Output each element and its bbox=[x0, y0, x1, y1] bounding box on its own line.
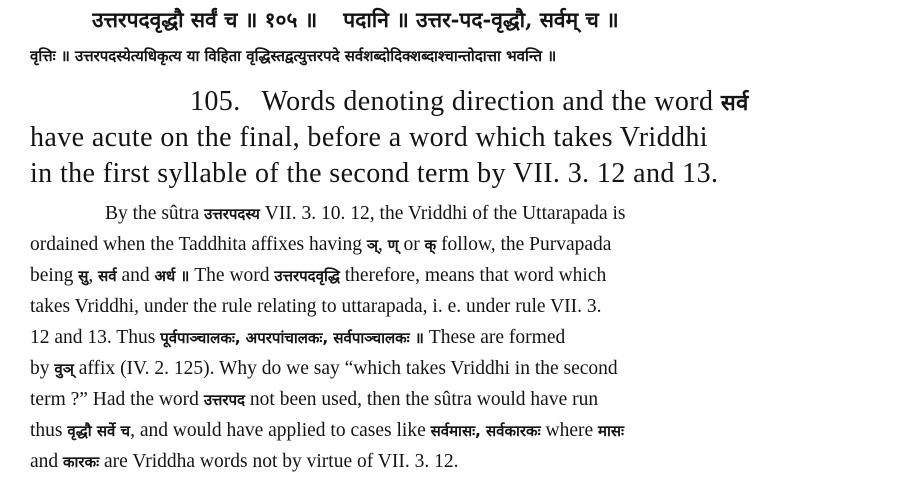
commentary-text: follow, the Purvapada bbox=[441, 234, 612, 255]
sutra-heading bbox=[92, 6, 892, 34]
commentary-line-2 bbox=[30, 233, 890, 257]
commentary-text: or bbox=[403, 234, 420, 255]
devanagari-term: पूर्वपाञ्चालकः, अपरपांचालकः, सर्वपाञ्चालकः ॥ bbox=[160, 329, 424, 347]
commentary-line-4 bbox=[30, 295, 890, 319]
commentary-text: where bbox=[545, 420, 594, 441]
devanagari-term: सर्व bbox=[98, 267, 117, 285]
translation-line-3: in the first syllable of the second term by VII. 3. 12 and 13. bbox=[30, 158, 719, 189]
commentary-line-3 bbox=[30, 264, 890, 288]
devanagari-term: ञ् bbox=[366, 236, 379, 254]
commentary-line-7 bbox=[30, 388, 890, 412]
vritti-gloss: वृत्तिः ॥ उत्तरपदस्येत्यधिकृत्य या विहिता वृद्धिस्तद्वत्युत्तरपदे सर्वशब्दोदिक्शब्दाश्चान्तोदात्ता भवन्ति ॥ bbox=[30, 47, 557, 65]
sutra-padani: पदानि ॥ उत्तर-पद-वृद्धौ, सर्वम् च ॥ bbox=[343, 7, 619, 32]
commentary-text: takes Vriddhi, under the rule relating to uttarapada, i. e. under rule VII. 3. bbox=[30, 296, 602, 317]
commentary-text: term ?” Had the word bbox=[30, 389, 199, 410]
devanagari-term: उत्तरपद bbox=[203, 391, 246, 409]
commentary-text: affix (IV. 2. 125). Why do we say “which takes Vriddhi in the second bbox=[78, 358, 618, 379]
devanagari-term: उत्तरपदवृद्धि bbox=[274, 267, 340, 285]
commentary-text: By the sûtra bbox=[105, 203, 200, 224]
commentary-line-9 bbox=[30, 450, 890, 474]
translation-devanagari: सर्व bbox=[720, 91, 749, 116]
commentary-text: , bbox=[378, 234, 383, 255]
commentary-text: These are formed bbox=[428, 327, 566, 348]
translation-text-1: Words denoting direction and the word bbox=[261, 86, 714, 117]
commentary-text: not been used, then the sûtra would have run bbox=[249, 389, 599, 410]
commentary-text: therefore, means that word which bbox=[344, 265, 607, 286]
devanagari-term: अर्ध ॥ bbox=[154, 267, 190, 285]
commentary-text: by bbox=[30, 358, 50, 379]
sutra-number: 105. bbox=[190, 86, 241, 117]
commentary-text: , bbox=[88, 265, 94, 286]
translation-line-2: have acute on the final, before a word which takes Vriddhi bbox=[30, 122, 708, 153]
commentary-text: thus bbox=[30, 420, 63, 441]
devanagari-term: वृद्धौ सर्वे च bbox=[67, 422, 131, 440]
commentary-text: 12 and 13. Thus bbox=[30, 327, 156, 348]
devanagari-term: क् bbox=[424, 236, 437, 254]
commentary-text: and bbox=[121, 265, 150, 286]
devanagari-term: उत्तरपदस्य bbox=[204, 205, 260, 223]
commentary-text: are Vriddha words not by virtue of VII. 3. 12. bbox=[104, 451, 459, 472]
commentary-line-1 bbox=[105, 202, 895, 226]
devanagari-term: सु bbox=[78, 267, 89, 285]
devanagari-term: कारकः bbox=[63, 453, 100, 471]
commentary-line-5 bbox=[30, 326, 890, 350]
commentary-text: ordained when the Taddhita affixes having bbox=[30, 234, 363, 255]
commentary-text: and bbox=[30, 451, 59, 472]
translation-line-1 bbox=[190, 86, 890, 120]
commentary-text: being bbox=[30, 265, 74, 286]
devanagari-term: वुञ् bbox=[54, 360, 74, 378]
commentary-text: VII. 3. 10. 12, the Vriddhi of the Uttarapada is bbox=[264, 203, 626, 224]
devanagari-term: मासः bbox=[598, 422, 625, 440]
sutra-text: उत्तरपदवृद्धौ सर्वं च ॥ १०५ ॥ bbox=[92, 7, 318, 32]
commentary-line-6 bbox=[30, 357, 890, 381]
commentary-line-8 bbox=[30, 419, 890, 443]
devanagari-term: सर्वमासः, सर्वकारकः bbox=[430, 422, 541, 440]
commentary-text: , and would have applied to cases like bbox=[130, 420, 426, 441]
devanagari-term: ण् bbox=[387, 236, 399, 254]
commentary-text: The word bbox=[194, 265, 270, 286]
